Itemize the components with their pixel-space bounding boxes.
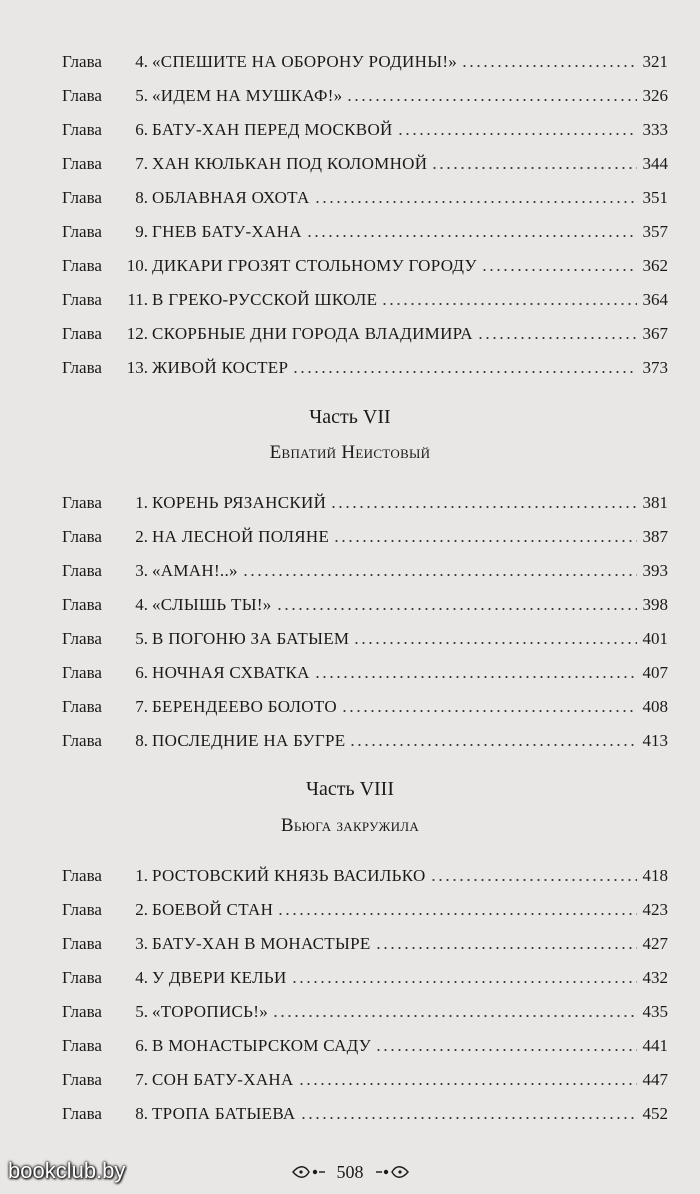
chapter-word: Глава bbox=[62, 52, 102, 71]
dot-leader bbox=[481, 268, 637, 272]
toc-entry bbox=[62, 930, 668, 954]
watermark: bookclub.by bbox=[8, 1158, 126, 1183]
part-heading: Часть VII bbox=[309, 406, 391, 428]
page-number: 427 bbox=[642, 934, 668, 953]
dot-leader bbox=[272, 1014, 637, 1018]
chapter-number: 4. bbox=[135, 52, 148, 71]
toc-entry bbox=[62, 252, 668, 276]
chapter-title: ОБЛАВНАЯ ОХОТА bbox=[152, 188, 310, 207]
dot-leader bbox=[346, 98, 636, 102]
ornament-left-icon bbox=[291, 1163, 327, 1181]
chapter-number: 10. bbox=[126, 256, 148, 275]
chapter-title: «СПЕШИТЕ НА ОБОРОНУ РОДИНЫ!» bbox=[152, 52, 458, 71]
toc-entry bbox=[62, 1032, 668, 1056]
chapter-title: БЕРЕНДЕЕВО БОЛОТО bbox=[152, 697, 337, 716]
chapter-word: Глава bbox=[62, 324, 102, 343]
dot-leader bbox=[430, 878, 637, 882]
toc-entry bbox=[62, 320, 668, 344]
toc-entry bbox=[62, 286, 668, 310]
toc-entry bbox=[62, 727, 668, 751]
toc-entry bbox=[62, 591, 668, 615]
chapter-word: Глава bbox=[62, 86, 102, 105]
chapter-title: У ДВЕРИ КЕЛЬИ bbox=[152, 968, 287, 987]
chapter-title: ТРОПА БАТЫЕВА bbox=[152, 1104, 296, 1123]
chapter-word: Глава bbox=[62, 222, 102, 241]
chapter-word: Глава bbox=[62, 1002, 102, 1021]
page-number: 441 bbox=[642, 1036, 668, 1055]
page-number: 357 bbox=[642, 222, 668, 241]
dot-leader bbox=[306, 234, 637, 238]
toc-entry bbox=[62, 116, 668, 140]
chapter-number: 5. bbox=[135, 1002, 148, 1021]
dot-leader bbox=[277, 912, 636, 916]
toc-entry bbox=[62, 523, 668, 547]
dot-leader bbox=[431, 166, 636, 170]
page-number: 413 bbox=[642, 731, 668, 750]
chapter-number: 3. bbox=[135, 561, 148, 580]
dot-leader bbox=[397, 132, 637, 136]
page-number: 373 bbox=[642, 358, 668, 377]
chapter-number: 12. bbox=[126, 324, 148, 343]
chapter-title: ДИКАРИ ГРОЗЯТ СТОЛЬНОМУ ГОРОДУ bbox=[152, 256, 477, 275]
page-number: 362 bbox=[642, 256, 668, 275]
chapter-number: 8. bbox=[135, 731, 148, 750]
dot-leader bbox=[291, 980, 637, 984]
chapter-number: 13. bbox=[126, 358, 148, 377]
page-number: 326 bbox=[642, 86, 668, 105]
dot-leader bbox=[477, 336, 637, 340]
chapter-number: 5. bbox=[135, 629, 148, 648]
chapter-word: Глава bbox=[62, 1036, 102, 1055]
dot-leader bbox=[341, 709, 637, 713]
chapter-word: Глава bbox=[62, 1104, 102, 1123]
chapter-title: «ИДЕМ НА МУШКАФ!» bbox=[152, 86, 343, 105]
page-number: 381 bbox=[642, 493, 668, 512]
chapter-title: КОРЕНЬ РЯЗАНСКИЙ bbox=[152, 493, 327, 512]
toc-entry bbox=[62, 625, 668, 649]
chapter-number: 8. bbox=[135, 1104, 148, 1123]
chapter-word: Глава bbox=[62, 629, 102, 648]
toc-entry bbox=[62, 48, 668, 72]
chapter-word: Глава bbox=[62, 527, 102, 546]
chapter-word: Глава bbox=[62, 120, 102, 139]
toc-entry bbox=[62, 218, 668, 242]
page-number: 344 bbox=[642, 154, 668, 173]
toc-entry bbox=[62, 1100, 668, 1124]
chapter-title: БОЕВОЙ СТАН bbox=[152, 900, 274, 919]
chapter-title: БАТУ-ХАН В МОНАСТЫРЕ bbox=[152, 934, 371, 953]
toc-entry bbox=[62, 150, 668, 174]
dot-leader bbox=[314, 200, 637, 204]
chapter-number: 8. bbox=[135, 188, 148, 207]
dot-leader bbox=[375, 1048, 636, 1052]
chapter-number: 1. bbox=[135, 493, 148, 512]
chapter-number: 4. bbox=[135, 595, 148, 614]
chapter-word: Глава bbox=[62, 188, 102, 207]
toc-entry bbox=[62, 659, 668, 683]
chapter-title: ГНЕВ БАТУ-ХАНА bbox=[152, 222, 302, 241]
ornament-right-icon bbox=[374, 1163, 410, 1181]
chapter-number: 1. bbox=[135, 866, 148, 885]
chapter-number: 7. bbox=[135, 1070, 148, 1089]
toc-entry bbox=[62, 1066, 668, 1090]
chapter-word: Глава bbox=[62, 493, 102, 512]
chapter-number: 7. bbox=[135, 154, 148, 173]
page-number: 387 bbox=[642, 527, 668, 546]
chapter-title: «СЛЫШЬ ТЫ!» bbox=[152, 595, 272, 614]
chapter-number: 2. bbox=[135, 527, 148, 546]
chapter-number: 6. bbox=[135, 120, 148, 139]
page-number: 398 bbox=[642, 595, 668, 614]
toc-entry bbox=[62, 557, 668, 581]
chapter-word: Глава bbox=[62, 1070, 102, 1089]
chapter-title: «ТОРОПИСЬ!» bbox=[152, 1002, 268, 1021]
dot-leader bbox=[314, 675, 637, 679]
part-subtitle: Вьюга закружила bbox=[280, 815, 420, 836]
toc-entry bbox=[62, 896, 668, 920]
chapter-number: 6. bbox=[135, 663, 148, 682]
page-number: 333 bbox=[642, 120, 668, 139]
chapter-title: В ГРЕКО-РУССКОЙ ШКОЛЕ bbox=[152, 290, 378, 309]
dot-leader bbox=[242, 573, 637, 577]
dot-leader bbox=[276, 607, 637, 611]
chapter-title: РОСТОВСКИЙ КНЯЗЬ ВАСИЛЬКО bbox=[152, 866, 426, 885]
page-number: 418 bbox=[642, 866, 668, 885]
page-number: 447 bbox=[642, 1070, 668, 1089]
dot-leader bbox=[292, 370, 636, 374]
page-number: 364 bbox=[642, 290, 668, 309]
page-number: 321 bbox=[642, 52, 668, 71]
part-subtitle: Евпатий Неистовый bbox=[269, 442, 431, 463]
page-number: 351 bbox=[642, 188, 668, 207]
chapter-word: Глава bbox=[62, 968, 102, 987]
chapter-word: Глава bbox=[62, 731, 102, 750]
dot-leader bbox=[333, 539, 636, 543]
toc-entry bbox=[62, 82, 668, 106]
page-number: 432 bbox=[642, 968, 668, 987]
page-number: 452 bbox=[642, 1104, 668, 1123]
chapter-word: Глава bbox=[62, 561, 102, 580]
dot-leader bbox=[349, 743, 636, 747]
chapter-number: 3. bbox=[135, 934, 148, 953]
toc-entry bbox=[62, 184, 668, 208]
part-heading: Часть VIII bbox=[305, 778, 395, 800]
chapter-title: В МОНАСТЫРСКОМ САДУ bbox=[152, 1036, 372, 1055]
chapter-word: Глава bbox=[62, 595, 102, 614]
chapter-number: 4. bbox=[135, 968, 148, 987]
toc-entry bbox=[62, 998, 668, 1022]
page-number: 367 bbox=[642, 324, 668, 343]
chapter-number: 6. bbox=[135, 1036, 148, 1055]
toc-entry bbox=[62, 964, 668, 988]
dot-leader bbox=[330, 505, 636, 509]
chapter-word: Глава bbox=[62, 697, 102, 716]
chapter-number: 2. bbox=[135, 900, 148, 919]
page-number: 401 bbox=[642, 629, 668, 648]
chapter-title: НА ЛЕСНОЙ ПОЛЯНЕ bbox=[152, 527, 330, 546]
chapter-title: СОН БАТУ-ХАНА bbox=[152, 1070, 294, 1089]
toc-entry bbox=[62, 693, 668, 717]
chapter-number: 11. bbox=[127, 290, 148, 309]
chapter-title: ХАН КЮЛЬКАН ПОД КОЛОМНОЙ bbox=[152, 154, 428, 173]
toc-entry bbox=[62, 489, 668, 513]
chapter-title: БАТУ-ХАН ПЕРЕД МОСКВОЙ bbox=[152, 120, 393, 139]
chapter-title: «АМАН!..» bbox=[152, 561, 238, 580]
dot-leader bbox=[381, 302, 636, 306]
chapter-title: НОЧНАЯ СХВАТКА bbox=[152, 663, 310, 682]
chapter-word: Глава bbox=[62, 154, 102, 173]
page-number: 408 bbox=[642, 697, 668, 716]
chapter-word: Глава bbox=[62, 900, 102, 919]
chapter-word: Глава bbox=[62, 866, 102, 885]
chapter-title: В ПОГОНЮ ЗА БАТЫЕМ bbox=[152, 629, 350, 648]
chapter-title: ЖИВОЙ КОСТЕР bbox=[152, 358, 289, 377]
chapter-number: 5. bbox=[135, 86, 148, 105]
chapter-title: ПОСЛЕДНИЕ НА БУГРЕ bbox=[152, 731, 346, 750]
dot-leader bbox=[461, 64, 636, 68]
toc-entry bbox=[62, 862, 668, 886]
chapter-word: Глава bbox=[62, 358, 102, 377]
page-number: 393 bbox=[642, 561, 668, 580]
chapter-number: 7. bbox=[135, 697, 148, 716]
chapter-title: СКОРБНЫЕ ДНИ ГОРОДА ВЛАДИМИРА bbox=[152, 324, 473, 343]
page-number: 407 bbox=[642, 663, 668, 682]
dot-leader bbox=[298, 1082, 637, 1086]
folio-number: 508 bbox=[336, 1161, 364, 1182]
dot-leader bbox=[375, 946, 637, 950]
dot-leader bbox=[353, 641, 636, 645]
dot-leader bbox=[300, 1116, 637, 1120]
page-number: 423 bbox=[642, 900, 668, 919]
toc-entry bbox=[62, 354, 668, 378]
chapter-word: Глава bbox=[62, 663, 102, 682]
chapter-number: 9. bbox=[135, 222, 148, 241]
chapter-word: Глава bbox=[62, 934, 102, 953]
page-number: 435 bbox=[642, 1002, 668, 1021]
chapter-word: Глава bbox=[62, 256, 102, 275]
chapter-word: Глава bbox=[62, 290, 102, 309]
